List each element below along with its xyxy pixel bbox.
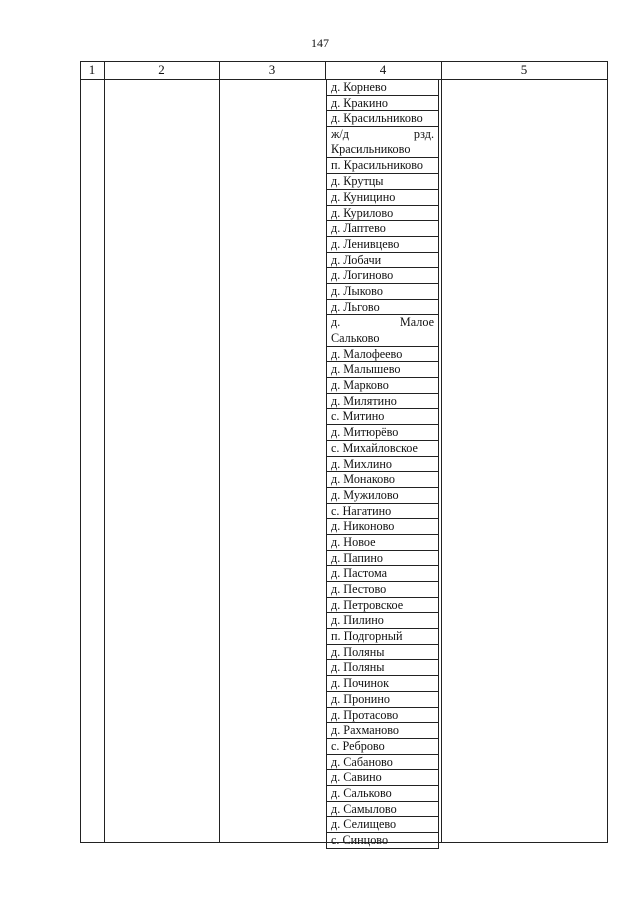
settlement-cell: с. Синцово <box>326 833 439 849</box>
settlement-word: рзд. <box>413 127 434 142</box>
column-header-4: 4 <box>379 62 387 77</box>
settlement-cell-line1 <box>331 315 434 330</box>
settlement-cell: д. Митюрёво <box>326 425 439 441</box>
settlement-cell: п. Красильниково <box>326 158 439 174</box>
settlement-cell: д. Мужилово <box>326 488 439 504</box>
settlement-cell: д. Сабаново <box>326 755 439 771</box>
settlement-cell: д. Папино <box>326 551 439 567</box>
column-header-5: 5 <box>520 62 528 77</box>
settlement-cell: д. Лобачи <box>326 253 439 269</box>
settlement-cell: с. Нагатино <box>326 504 439 520</box>
settlement-cell: д. Михлино <box>326 457 439 473</box>
column-4-settlement-list <box>326 80 439 849</box>
settlement-cell: д. Малофеево <box>326 347 439 363</box>
settlement-cell: д. Монаково <box>326 472 439 488</box>
settlement-cell: д. Ленивцево <box>326 237 439 253</box>
settlement-cell: с. Реброво <box>326 739 439 755</box>
settlement-cell: д. Куницино <box>326 190 439 206</box>
settlement-cell: д. Починок <box>326 676 439 692</box>
settlement-cell: д. Протасово <box>326 708 439 724</box>
column-header-1: 1 <box>88 62 96 77</box>
page-number: 147 <box>311 36 329 50</box>
settlement-cell: д. Крутцы <box>326 174 439 190</box>
col-border-right <box>607 61 608 843</box>
settlement-cell: д. Петровское <box>326 598 439 614</box>
settlement-cell <box>326 315 439 346</box>
settlement-cell: д. Кракино <box>326 96 439 112</box>
col-border-2-3 <box>219 61 220 843</box>
settlement-cell: д. Селищево <box>326 817 439 833</box>
settlement-cell-line2: Сальково <box>331 330 380 345</box>
settlement-cell: д. Марково <box>326 378 439 394</box>
settlement-word: ж/д <box>331 127 350 142</box>
col-border-1-2 <box>104 61 105 843</box>
settlement-cell: д. Лыково <box>326 284 439 300</box>
settlement-cell: д. Милятино <box>326 394 439 410</box>
settlement-cell: д. Красильниково <box>326 111 439 127</box>
col-border-left <box>80 61 81 843</box>
settlement-cell-line1 <box>331 127 434 142</box>
settlement-cell: д. Савино <box>326 770 439 786</box>
column-header-3: 3 <box>268 62 276 77</box>
settlement-cell: д. Курилово <box>326 206 439 222</box>
settlement-cell: д. Корнево <box>326 80 439 96</box>
col-border-4-5 <box>441 61 442 843</box>
settlement-cell: д. Сальково <box>326 786 439 802</box>
column-header-2: 2 <box>158 62 165 77</box>
settlement-cell: д. Никоново <box>326 519 439 535</box>
settlement-cell: д. Самылово <box>326 802 439 818</box>
settlement-cell: д. Новое <box>326 535 439 551</box>
settlement-cell: с. Митино <box>326 409 439 425</box>
settlement-word: д. <box>331 315 341 330</box>
settlement-cell: д. Рахманово <box>326 723 439 739</box>
settlement-cell: д. Малышево <box>326 362 439 378</box>
settlement-cell: д. Пастома <box>326 566 439 582</box>
settlement-cell: п. Подгорный <box>326 629 439 645</box>
settlement-cell: д. Поляны <box>326 660 439 676</box>
settlement-cell: д. Пронино <box>326 692 439 708</box>
settlement-cell: д. Пестово <box>326 582 439 598</box>
settlement-cell <box>326 127 439 158</box>
settlement-cell: д. Пилино <box>326 613 439 629</box>
settlement-cell: д. Логиново <box>326 268 439 284</box>
settlement-cell: с. Михайловское <box>326 441 439 457</box>
settlement-cell: д. Лаптево <box>326 221 439 237</box>
settlement-cell: д. Поляны <box>326 645 439 661</box>
settlement-cell-line2: Красильниково <box>331 142 411 157</box>
settlement-word: Малое <box>399 315 434 330</box>
settlement-cell: д. Льгово <box>326 300 439 316</box>
